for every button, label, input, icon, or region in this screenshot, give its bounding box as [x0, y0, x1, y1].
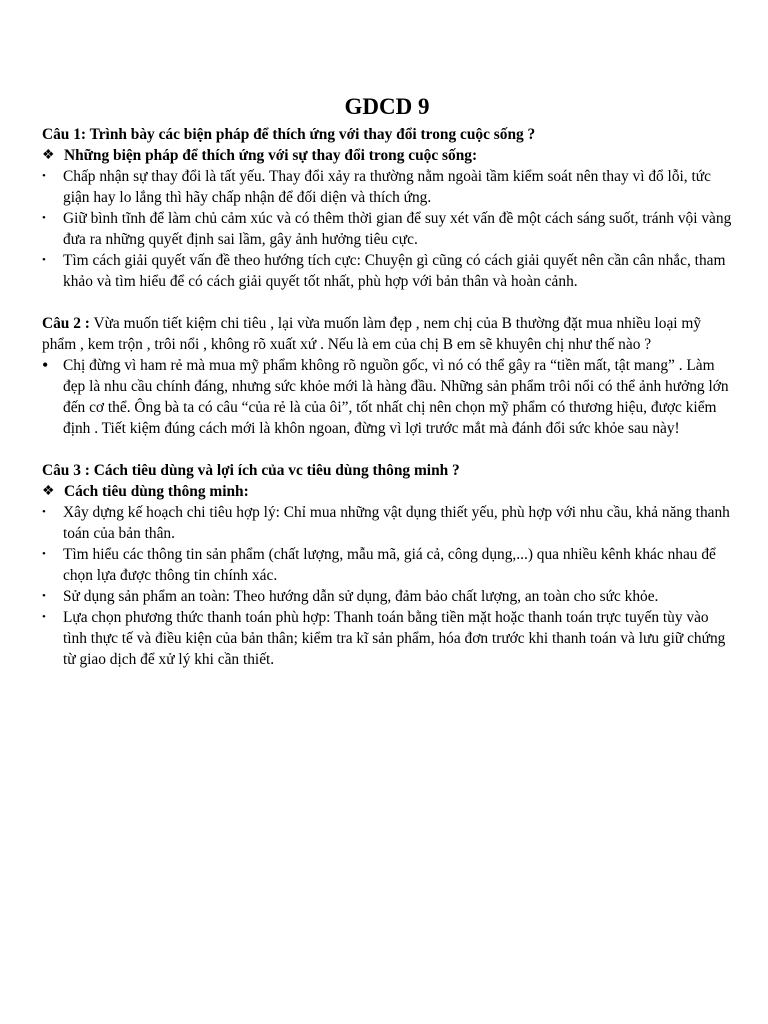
document-page: [42, 92, 732, 670]
list-item: • Giữ bình tĩnh để làm chủ cảm xúc và có thêm thời gian để suy xét vấn đề một cách sáng suốt, tránh vội vàng đưa ra những quyết định sai lầm, gây ảnh hưởng tiêu cực.: [42, 210, 732, 248]
bullet-icon: •: [42, 212, 46, 224]
question-2: [42, 313, 732, 355]
question-2-text: Vừa muốn tiết kiệm chi tiêu , lại vừa muốn làm đẹp , nem chị của B thường đặt mua nhiều loại mỹ phẩm , kem trộn , trôi nổi , không rõ xuất xứ . Nếu là em của chị B em sẽ khuyên chị như thế nào ?: [42, 315, 702, 353]
document-title: GDCD 9: [344, 94, 430, 119]
question-1: [42, 124, 732, 145]
question-3: [42, 460, 732, 481]
list-item: • Sử dụng sản phẩm an toàn: Theo hướng dẫn sử dụng, đảm bảo chất lượng, an toàn cho sức khỏe.: [42, 588, 659, 605]
question-1-subheading: [42, 145, 732, 166]
list-item: • Tìm cách giải quyết vấn đề theo hướng tích cực: Chuyện gì cũng có cách giải quyết nên cần cân nhắc, tham khảo và tìm hiểu để có cách giải quyết tốt nhất, phù hợp với bản thân và hoàn cảnh.: [42, 252, 726, 290]
bullet-icon: •: [42, 590, 46, 602]
bullet-icon: •: [42, 355, 49, 375]
question-3-subheading-text: Cách tiêu dùng thông minh:: [64, 483, 249, 500]
list-item: • Xây dựng kế hoạch chi tiêu hợp lý: Chỉ mua những vật dụng thiết yếu, phù hợp với nhu cầu, khả năng thanh toán của bản thân.: [42, 504, 730, 542]
question-3-list: [42, 502, 732, 670]
bullet-icon: •: [42, 254, 46, 266]
list-item: • Tìm hiểu các thông tin sản phẩm (chất lượng, mẫu mã, giá cả, công dụng,...) qua nhiều kênh khác nhau để chọn lựa được thông tin chính xác.: [42, 546, 716, 584]
bullet-icon: •: [42, 611, 46, 623]
question-1-list: [42, 166, 732, 292]
question-3-subheading: [42, 481, 732, 502]
diamond-bullet-icon: ❖: [42, 484, 55, 499]
question-2-list: [42, 355, 732, 439]
bullet-icon: •: [42, 170, 46, 182]
bullet-icon: •: [42, 506, 46, 518]
bullet-icon: •: [42, 548, 46, 560]
diamond-bullet-icon: ❖: [42, 148, 55, 163]
question-1-label: Câu 1: Trình bày các biện pháp để thích ứng với thay đổi trong cuộc sống ?: [42, 126, 536, 143]
question-3-label: Câu 3 : Cách tiêu dùng và lợi ích của vc tiêu dùng thông minh ?: [42, 462, 460, 479]
list-item: • Lựa chọn phương thức thanh toán phù hợp: Thanh toán bằng tiền mặt hoặc thanh toán trực tuyến tùy vào tình thực tế và điều kiện của bản thân; kiểm tra kĩ sản phẩm, hóa đơn trước khi thanh toán và lưu giữ chứng từ giao dịch để xử lý khi cần thiết.: [42, 609, 726, 668]
question-2-label: Câu 2 :: [42, 315, 90, 332]
list-item: • Chấp nhận sự thay đổi là tất yếu. Thay đổi xảy ra thường nằm ngoài tầm kiểm soát nên thay vì đổ lỗi, tức giận hay lo lắng thì hãy chấp nhận để đối diện và thích ứng.: [42, 168, 711, 206]
question-1-subheading-text: Những biện pháp để thích ứng với sự thay đổi trong cuộc sống:: [64, 147, 478, 164]
spacer: [42, 439, 732, 460]
list-item: • Chị đừng vì ham rẻ mà mua mỹ phẩm không rõ nguồn gốc, vì nó có thể gây ra “tiền mất, tật mang” . Làm đẹp là nhu cầu chính đáng, nhưng sức khỏe mới là hàng đầu. Những sản phẩm trôi nổi có thể ảnh hưởng lớn đến cơ thể. Ông bà ta có câu “của rẻ là của ôi”, tốt nhất chị nên chọn mỹ phẩm có thương hiệu, được kiểm định . Tiết kiệm đúng cách mới là khôn ngoan, đừng vì lợi trước mắt mà đánh đổi sức khỏe sau này!: [42, 355, 729, 437]
spacer: [42, 292, 732, 313]
